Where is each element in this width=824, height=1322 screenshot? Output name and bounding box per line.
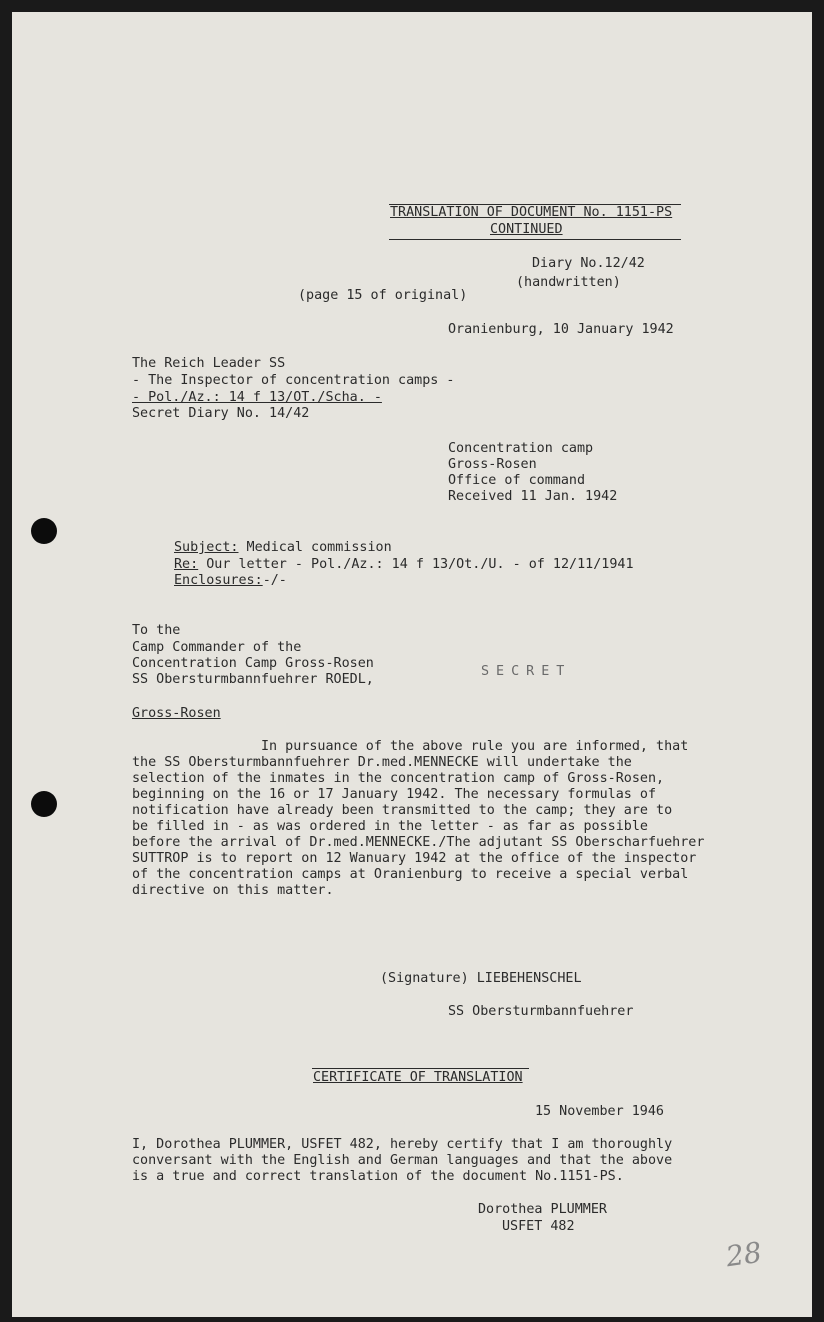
recipient-line-4: SS Obersturmbannfuehrer ROEDL,	[132, 672, 374, 687]
certificate-date: 15 November 1946	[535, 1104, 664, 1119]
sender-line-4: Secret Diary No. 14/42	[132, 406, 310, 421]
page-number: 28	[723, 1235, 764, 1274]
body-line: the SS Obersturmbannfuehrer Dr.med.MENNECKE will undertake the	[132, 755, 632, 770]
stamp-line-1: Concentration camp	[448, 441, 594, 456]
stamp-line-4: Received 11 Jan. 1942	[448, 489, 618, 504]
punch-hole-bottom	[31, 791, 57, 817]
letter-body	[132, 739, 742, 899]
punch-hole-top	[31, 518, 57, 544]
body-line: In pursuance of the above rule you are informed, that	[132, 739, 689, 754]
body-line: before the arrival of Dr.med.MENNECKE./The adjutant SS Oberscharfuehrer	[132, 835, 705, 850]
re-text: Our letter - Pol./Az.: 14 f 13/Ot./U. - of 12/11/1941	[198, 557, 634, 572]
sender-line-3: - Pol./Az.: 14 f 13/OT./Scha. -	[132, 390, 382, 405]
body-line: beginning on the 16 or 17 January 1942. The necessary formulas of	[132, 787, 657, 802]
enclosures-label: Enclosures:	[174, 573, 263, 588]
handwritten-note: (handwritten)	[516, 275, 621, 290]
enclosures-line	[174, 573, 287, 589]
certificate-line-3: is a true and correct translation of the document No.1151-PS.	[132, 1169, 624, 1184]
subject-line	[174, 540, 392, 556]
recipient-location: Gross-Rosen	[132, 706, 221, 721]
sender-line-1: The Reich Leader SS	[132, 356, 286, 371]
header-bottom-rule	[389, 239, 681, 240]
enclosures-text: -/-	[262, 573, 287, 588]
re-label: Re:	[174, 557, 199, 572]
classification-mark: SECRET	[481, 664, 572, 679]
certificate-line-1: I, Dorothea PLUMMER, USFET 482, hereby certify that I am thoroughly	[132, 1137, 673, 1152]
recipient-line-1: To the	[132, 623, 181, 638]
subject-label: Subject:	[174, 540, 239, 555]
page-note: (page 15 of original)	[298, 288, 468, 303]
document-page	[12, 12, 812, 1317]
signature-line: (Signature) LIEBEHENSCHEL	[380, 971, 582, 986]
body-line: of the concentration camps at Oranienburg to receive a special verbal	[132, 867, 689, 882]
body-line: directive on this matter.	[132, 883, 334, 898]
re-line	[174, 557, 634, 573]
diary-number: Diary No.12/42	[532, 256, 645, 271]
document-subtitle: CONTINUED	[490, 222, 563, 237]
certificate-line-2: conversant with the English and German languages and that the above	[132, 1153, 673, 1168]
stamp-line-2: Gross-Rosen	[448, 457, 537, 472]
document-title: TRANSLATION OF DOCUMENT No. 1151-PS	[390, 205, 673, 220]
stamp-line-3: Office of command	[448, 473, 586, 488]
recipient-line-2: Camp Commander of the	[132, 640, 302, 655]
place-date: Oranienburg, 10 January 1942	[448, 322, 674, 337]
signature-rank: SS Obersturmbannfuehrer	[448, 1004, 634, 1019]
body-line: selection of the inmates in the concentration camp of Gross-Rosen,	[132, 771, 665, 786]
certificate-top-rule	[312, 1068, 529, 1069]
sender-line-2: - The Inspector of concentration camps -	[132, 373, 455, 388]
certificate-signer: Dorothea PLUMMER	[478, 1202, 607, 1217]
certificate-title: CERTIFICATE OF TRANSLATION	[313, 1070, 523, 1085]
body-line: be filled in - as was ordered in the letter - as far as possible	[132, 819, 648, 834]
subject-text: Medical commission	[238, 540, 392, 555]
body-line: notification have already been transmitted to the camp; they are to	[132, 803, 673, 818]
body-line: SUTTROP is to report on 12 Wanuary 1942 at the office of the inspector	[132, 851, 697, 866]
recipient-line-3: Concentration Camp Gross-Rosen	[132, 656, 374, 671]
certificate-signer-unit: USFET 482	[502, 1219, 575, 1234]
